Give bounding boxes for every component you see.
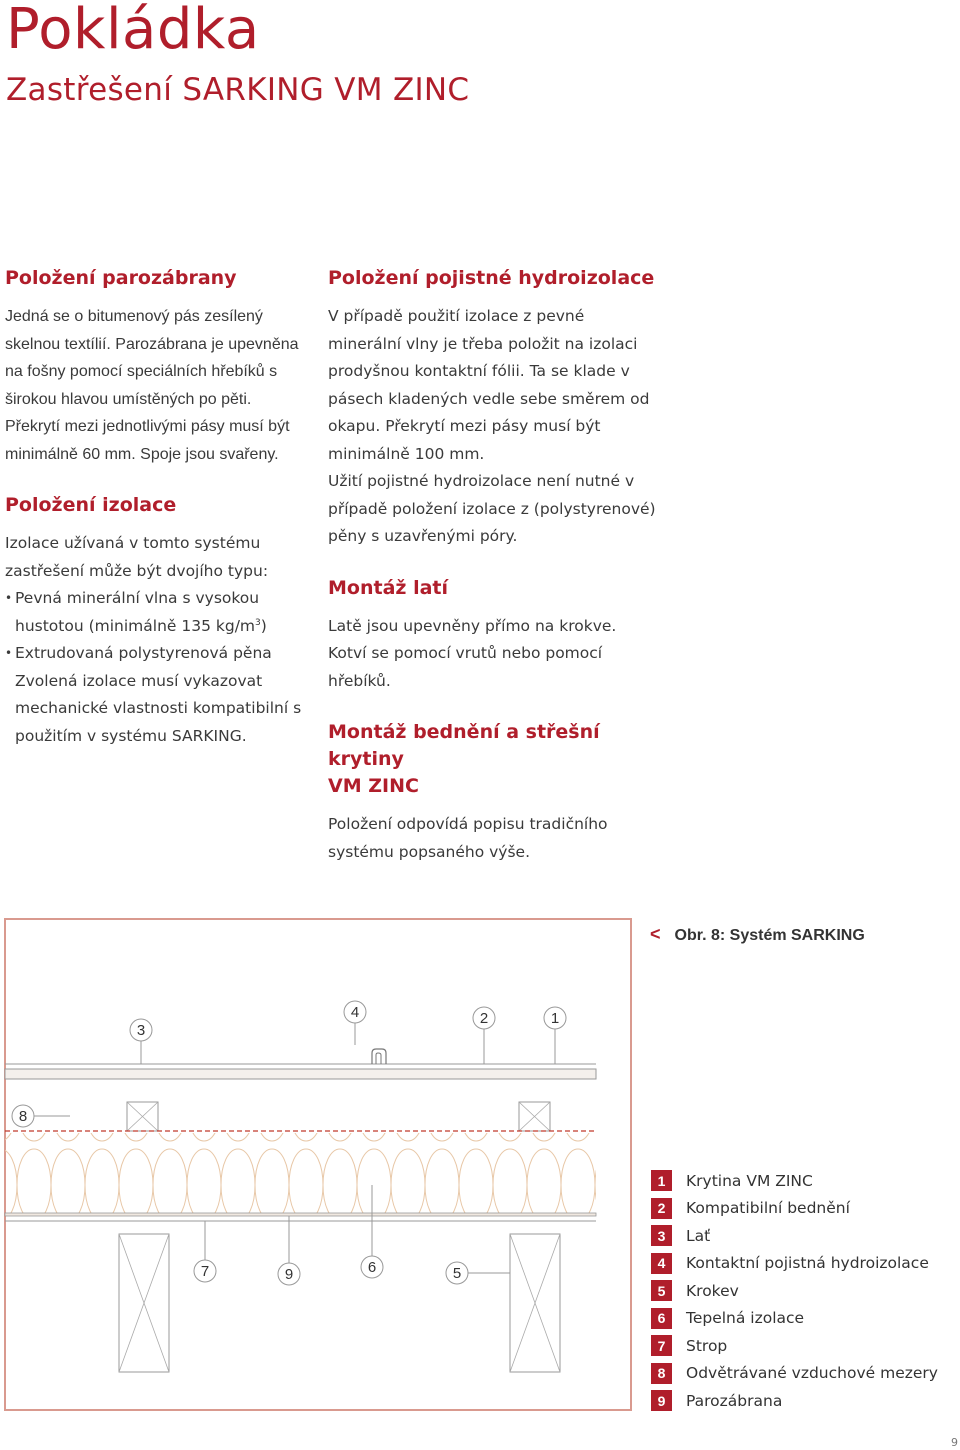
batten xyxy=(127,1102,158,1131)
text-line: minimálně 60 mm. Spoje jsou svařeny. xyxy=(5,445,279,463)
legend-item: 4 Kontaktní pojistná hydroizolace xyxy=(651,1250,938,1278)
text-line: Jedná se o bitumenový pás zesílený xyxy=(5,308,263,325)
figure-caption: < Obr. 8: Systém SARKING xyxy=(650,924,865,944)
paragraph-battens xyxy=(328,613,658,696)
text-line: použitím v systému SARKING. xyxy=(15,726,247,745)
text-line: Latě jsou upevněny přímo na krokve. xyxy=(328,616,617,635)
legend-item: 6 Tepelná izolace xyxy=(651,1305,938,1333)
paragraph-insulation xyxy=(5,530,320,750)
figure-legend xyxy=(651,1167,938,1415)
text-line: Položení odpovídá popisu tradičního xyxy=(328,815,608,833)
heading-battens: Montáž latí xyxy=(328,576,448,599)
page-number: 9 xyxy=(951,1436,958,1449)
callout-5 xyxy=(446,1262,510,1284)
legend-item: 8 Odvětrávané vzduchové mezery xyxy=(651,1360,938,1388)
rafter xyxy=(119,1234,169,1372)
text-line: na fošny pomocí speciálních hřebíků s xyxy=(5,363,278,380)
heading-vapor-barrier: Položení parozábrany xyxy=(5,267,237,289)
text-line: Užití pojistné hydroizolace není nutné v xyxy=(328,472,635,490)
list-item: • Extrudovaná polystyrenová pěna xyxy=(5,640,320,668)
svg-text:7: 7 xyxy=(200,1263,210,1280)
legend-item: 2 Kompatibilní bednění xyxy=(651,1195,938,1223)
text-line: minimálně 100 mm. xyxy=(328,444,485,463)
legend-item: 7 Strop xyxy=(651,1332,938,1360)
callout-2 xyxy=(473,1007,495,1064)
svg-text:3: 3 xyxy=(136,1022,146,1039)
list-item: • Pevná minerální vlna s vysokou hustotou (minimálně 135 $kg/m^3$) xyxy=(5,585,320,640)
vapor-barrier xyxy=(5,1213,596,1216)
text-line: Kotví se pomocí vrutů nebo pomocí xyxy=(328,644,603,662)
text-line: V případě použití izolace z pevné xyxy=(328,307,585,325)
text-line: skelnou textílií. Parozábrana je upevněna xyxy=(5,335,299,353)
callout-7 xyxy=(194,1221,216,1282)
right-column xyxy=(328,265,658,866)
rafter xyxy=(510,1234,560,1372)
paragraph-boarding xyxy=(328,811,658,866)
text-line: Zvolená izolace musí vykazovat xyxy=(15,671,263,690)
text-line: pěny s uzavřenými póry. xyxy=(328,527,518,545)
text-line: prodyšnou kontaktní fólii. Ta se klade v xyxy=(328,362,630,380)
page-subtitle: Zastřešení SARKING VM ZINC xyxy=(6,72,470,108)
text-line: pásech kladených vedle sebe směrem od xyxy=(328,389,650,408)
callout-9 xyxy=(278,1216,300,1285)
left-column xyxy=(5,265,320,750)
batten xyxy=(519,1102,550,1131)
callout-4 xyxy=(344,1001,366,1045)
text-line: zastřešení může být dvojího typu: xyxy=(5,561,269,580)
heading-underlay: Položení pojistné hydroizolace xyxy=(328,267,655,289)
legend-item: 9 Parozábrana xyxy=(651,1387,938,1415)
legend-item: 5 Krokev xyxy=(651,1277,938,1305)
svg-text:8: 8 xyxy=(18,1108,28,1125)
text-line: širokou hlavou umístěných po pěti. xyxy=(5,390,252,408)
page-title: Pokládka xyxy=(6,0,260,62)
insulation-type-list xyxy=(5,585,320,668)
caption-arrow-icon: < xyxy=(650,924,661,944)
paragraph-vapor-barrier xyxy=(5,303,320,468)
legend-item: 3 Lať xyxy=(651,1222,938,1250)
svg-text:5: 5 xyxy=(452,1265,462,1282)
callout-3 xyxy=(130,1019,152,1064)
text-line: systému popsaného výše. xyxy=(328,842,530,861)
text-line: mechanické vlastnosti kompatibilní s xyxy=(15,699,302,717)
text-line: případě položení izolace z (polystyrenové) xyxy=(328,499,656,518)
sarking-section-diagram xyxy=(0,985,640,1410)
standing-seam xyxy=(372,1049,386,1064)
thermal-insulation xyxy=(5,1133,596,1213)
text-line: minerální vlny je třeba položit na izolaci xyxy=(328,334,638,353)
legend-item: 1 Krytina VM ZINC xyxy=(651,1167,938,1195)
boarding xyxy=(5,1069,596,1079)
callout-1 xyxy=(544,1007,566,1064)
text-line: hřebíků. xyxy=(328,671,391,690)
svg-text:1: 1 xyxy=(550,1010,560,1027)
svg-text:2: 2 xyxy=(479,1010,489,1027)
paragraph-underlay xyxy=(328,303,658,551)
svg-text:6: 6 xyxy=(367,1259,377,1276)
svg-text:9: 9 xyxy=(284,1266,294,1283)
callout-8 xyxy=(12,1105,70,1127)
heading-boarding: Montáž bednění a střešní krytiny VM ZINC xyxy=(328,721,600,797)
text-line: okapu. Překrytí mezi pásy musí být xyxy=(328,417,601,435)
text-line: Izolace užívaná v tomto systému xyxy=(5,534,261,552)
svg-text:4: 4 xyxy=(350,1004,360,1021)
text-line: Překrytí mezi jednotlivými pásy musí být xyxy=(5,418,290,435)
heading-insulation: Položení izolace xyxy=(5,494,177,516)
